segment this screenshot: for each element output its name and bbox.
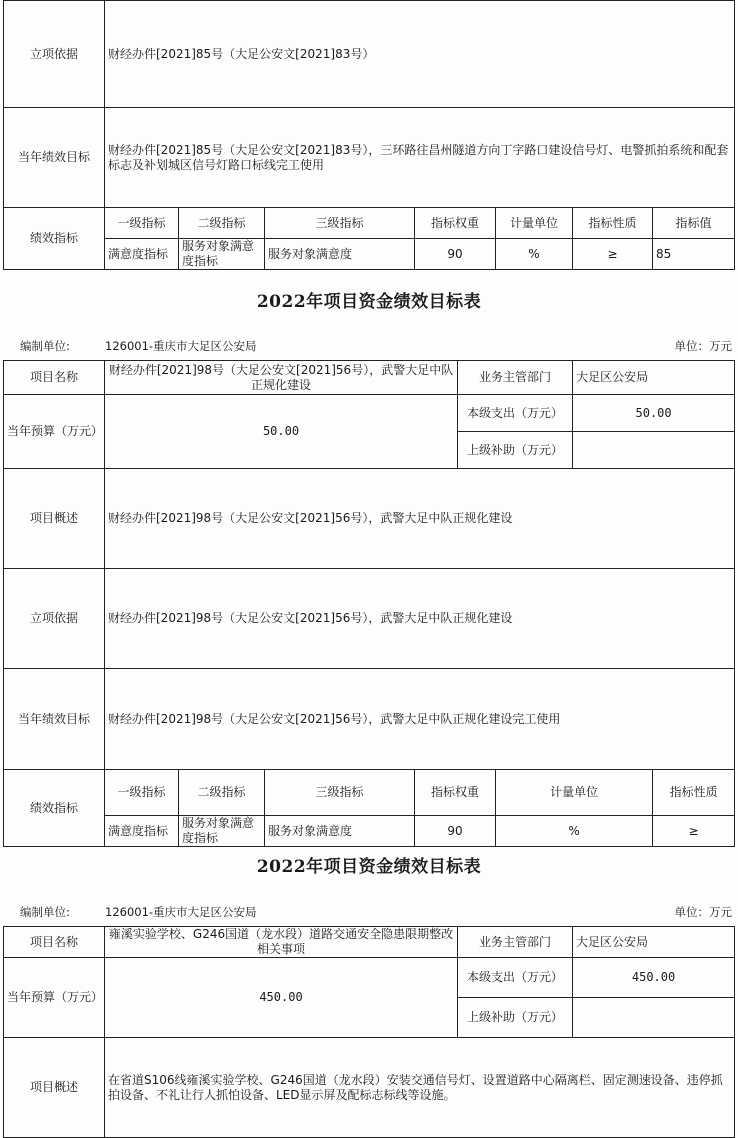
indicator-cell: % bbox=[496, 816, 653, 847]
goal-label: 当年绩效目标 bbox=[4, 669, 105, 770]
header-cell: 指标权重 bbox=[415, 208, 496, 239]
indicator-cell: 90 bbox=[415, 239, 496, 270]
summary-text: 在省道S106线雍溪实验学校、G246国道（龙水段）安装交通信号灯、设置道路中心隔离栏、固定测速设备、违停抓拍设备、不礼让行人抓怕设备、LED显示屏及配标志标线等设施。 bbox=[105, 1038, 735, 1138]
indicator-cell: ≥ bbox=[573, 239, 653, 270]
org-label: 编制单位: bbox=[20, 905, 70, 919]
superior-subsidy-label: 上级补助（万元） bbox=[458, 432, 573, 469]
budget-value: 450.00 bbox=[105, 958, 458, 1038]
superior-subsidy-label: 上级补助（万元） bbox=[458, 998, 573, 1038]
basis-label: 立项依据 bbox=[4, 569, 105, 669]
dept-label: 业务主管部门 bbox=[458, 927, 573, 958]
header-cell: 三级指标 bbox=[265, 208, 415, 239]
header-cell: 三级指标 bbox=[265, 770, 415, 816]
project-name-value: 雍溪实验学校、G246国道（龙水段）道路交通安全隐患限期整改相关事项 bbox=[105, 927, 458, 958]
top-goal-table bbox=[3, 0, 735, 270]
indicator-cell: % bbox=[496, 239, 573, 270]
indicator-cell: 服务对象满意度 bbox=[265, 239, 415, 270]
basis-label: 立项依据 bbox=[4, 1, 105, 108]
dept-value: 大足区公安局 bbox=[573, 927, 735, 958]
goal-text: 财经办件[2021]85号（大足公安文[2021]83号），三环路往昌州隧道方向丁字路口建设信号灯、电警抓拍系统和配套标志及补划城区信号灯路口标线完工使用 bbox=[105, 108, 735, 208]
indicator-label: 绩效指标 bbox=[4, 208, 105, 270]
basis-text: 财经办件[2021]98号（大足公安文[2021]56号），武警大足中队正规化建设 bbox=[105, 569, 735, 669]
indicator-cell: ≥ bbox=[653, 816, 735, 847]
header-cell: 计量单位 bbox=[496, 208, 573, 239]
unit-label: 单位：万元 bbox=[674, 905, 732, 919]
header-cell: 指标值 bbox=[653, 208, 735, 239]
budget-value: 50.00 bbox=[105, 395, 458, 469]
project-name-value: 财经办件[2021]98号（大足公安文[2021]56号），武警大足中队正规化建设 bbox=[105, 361, 458, 395]
unit-label: 单位：万元 bbox=[674, 339, 732, 353]
section-title: 2022年项目资金绩效目标表 bbox=[256, 292, 482, 312]
indicator-cell: 85 bbox=[653, 239, 735, 270]
header-cell: 指标性质 bbox=[653, 770, 735, 816]
own-spend-label: 本级支出（万元） bbox=[458, 958, 573, 998]
header-cell: 二级指标 bbox=[179, 208, 265, 239]
indicator-label: 绩效指标 bbox=[4, 770, 105, 847]
project-name-label: 项目名称 bbox=[4, 361, 105, 395]
summary-text: 财经办件[2021]98号（大足公安文[2021]56号），武警大足中队正规化建设 bbox=[105, 469, 735, 569]
header-cell: 计量单位 bbox=[496, 770, 653, 816]
indicator-cell: 服务对象满意度 bbox=[265, 816, 415, 847]
budget-label: 当年预算（万元） bbox=[4, 395, 105, 469]
header-cell: 指标权重 bbox=[415, 770, 496, 816]
summary-label: 项目概述 bbox=[4, 1038, 105, 1138]
basis-text: 财经办件[2021]85号（大足公安文[2021]83号） bbox=[105, 1, 735, 108]
indicator-cell: 满意度指标 bbox=[105, 816, 179, 847]
dept-label: 业务主管部门 bbox=[458, 361, 573, 395]
own-spend-value: 50.00 bbox=[573, 395, 735, 432]
indicator-cell: 服务对象满意度指标 bbox=[179, 816, 265, 847]
section3-table bbox=[3, 926, 735, 1138]
section2-table bbox=[3, 360, 735, 847]
indicator-cell: 服务对象满意度指标 bbox=[179, 239, 265, 270]
org-value: 126001-重庆市大足区公安局 bbox=[105, 905, 257, 919]
indicator-cell: 满意度指标 bbox=[105, 239, 179, 270]
org-value: 126001-重庆市大足区公安局 bbox=[105, 339, 257, 353]
goal-label: 当年绩效目标 bbox=[4, 108, 105, 208]
indicator-cell: 90 bbox=[415, 816, 496, 847]
section-title: 2022年项目资金绩效目标表 bbox=[256, 857, 482, 877]
org-label: 编制单位: bbox=[20, 339, 70, 353]
own-spend-value: 450.00 bbox=[573, 958, 735, 998]
superior-subsidy-value bbox=[573, 998, 735, 1038]
goal-text: 财经办件[2021]98号（大足公安文[2021]56号），武警大足中队正规化建设完工使用 bbox=[105, 669, 735, 770]
header-cell: 指标性质 bbox=[573, 208, 653, 239]
budget-label: 当年预算（万元） bbox=[4, 958, 105, 1038]
own-spend-label: 本级支出（万元） bbox=[458, 395, 573, 432]
superior-subsidy-value bbox=[573, 432, 735, 469]
summary-label: 项目概述 bbox=[4, 469, 105, 569]
project-name-label: 项目名称 bbox=[4, 927, 105, 958]
header-cell: 一级指标 bbox=[105, 770, 179, 816]
header-cell: 二级指标 bbox=[179, 770, 265, 816]
header-cell: 一级指标 bbox=[105, 208, 179, 239]
dept-value: 大足区公安局 bbox=[573, 361, 735, 395]
